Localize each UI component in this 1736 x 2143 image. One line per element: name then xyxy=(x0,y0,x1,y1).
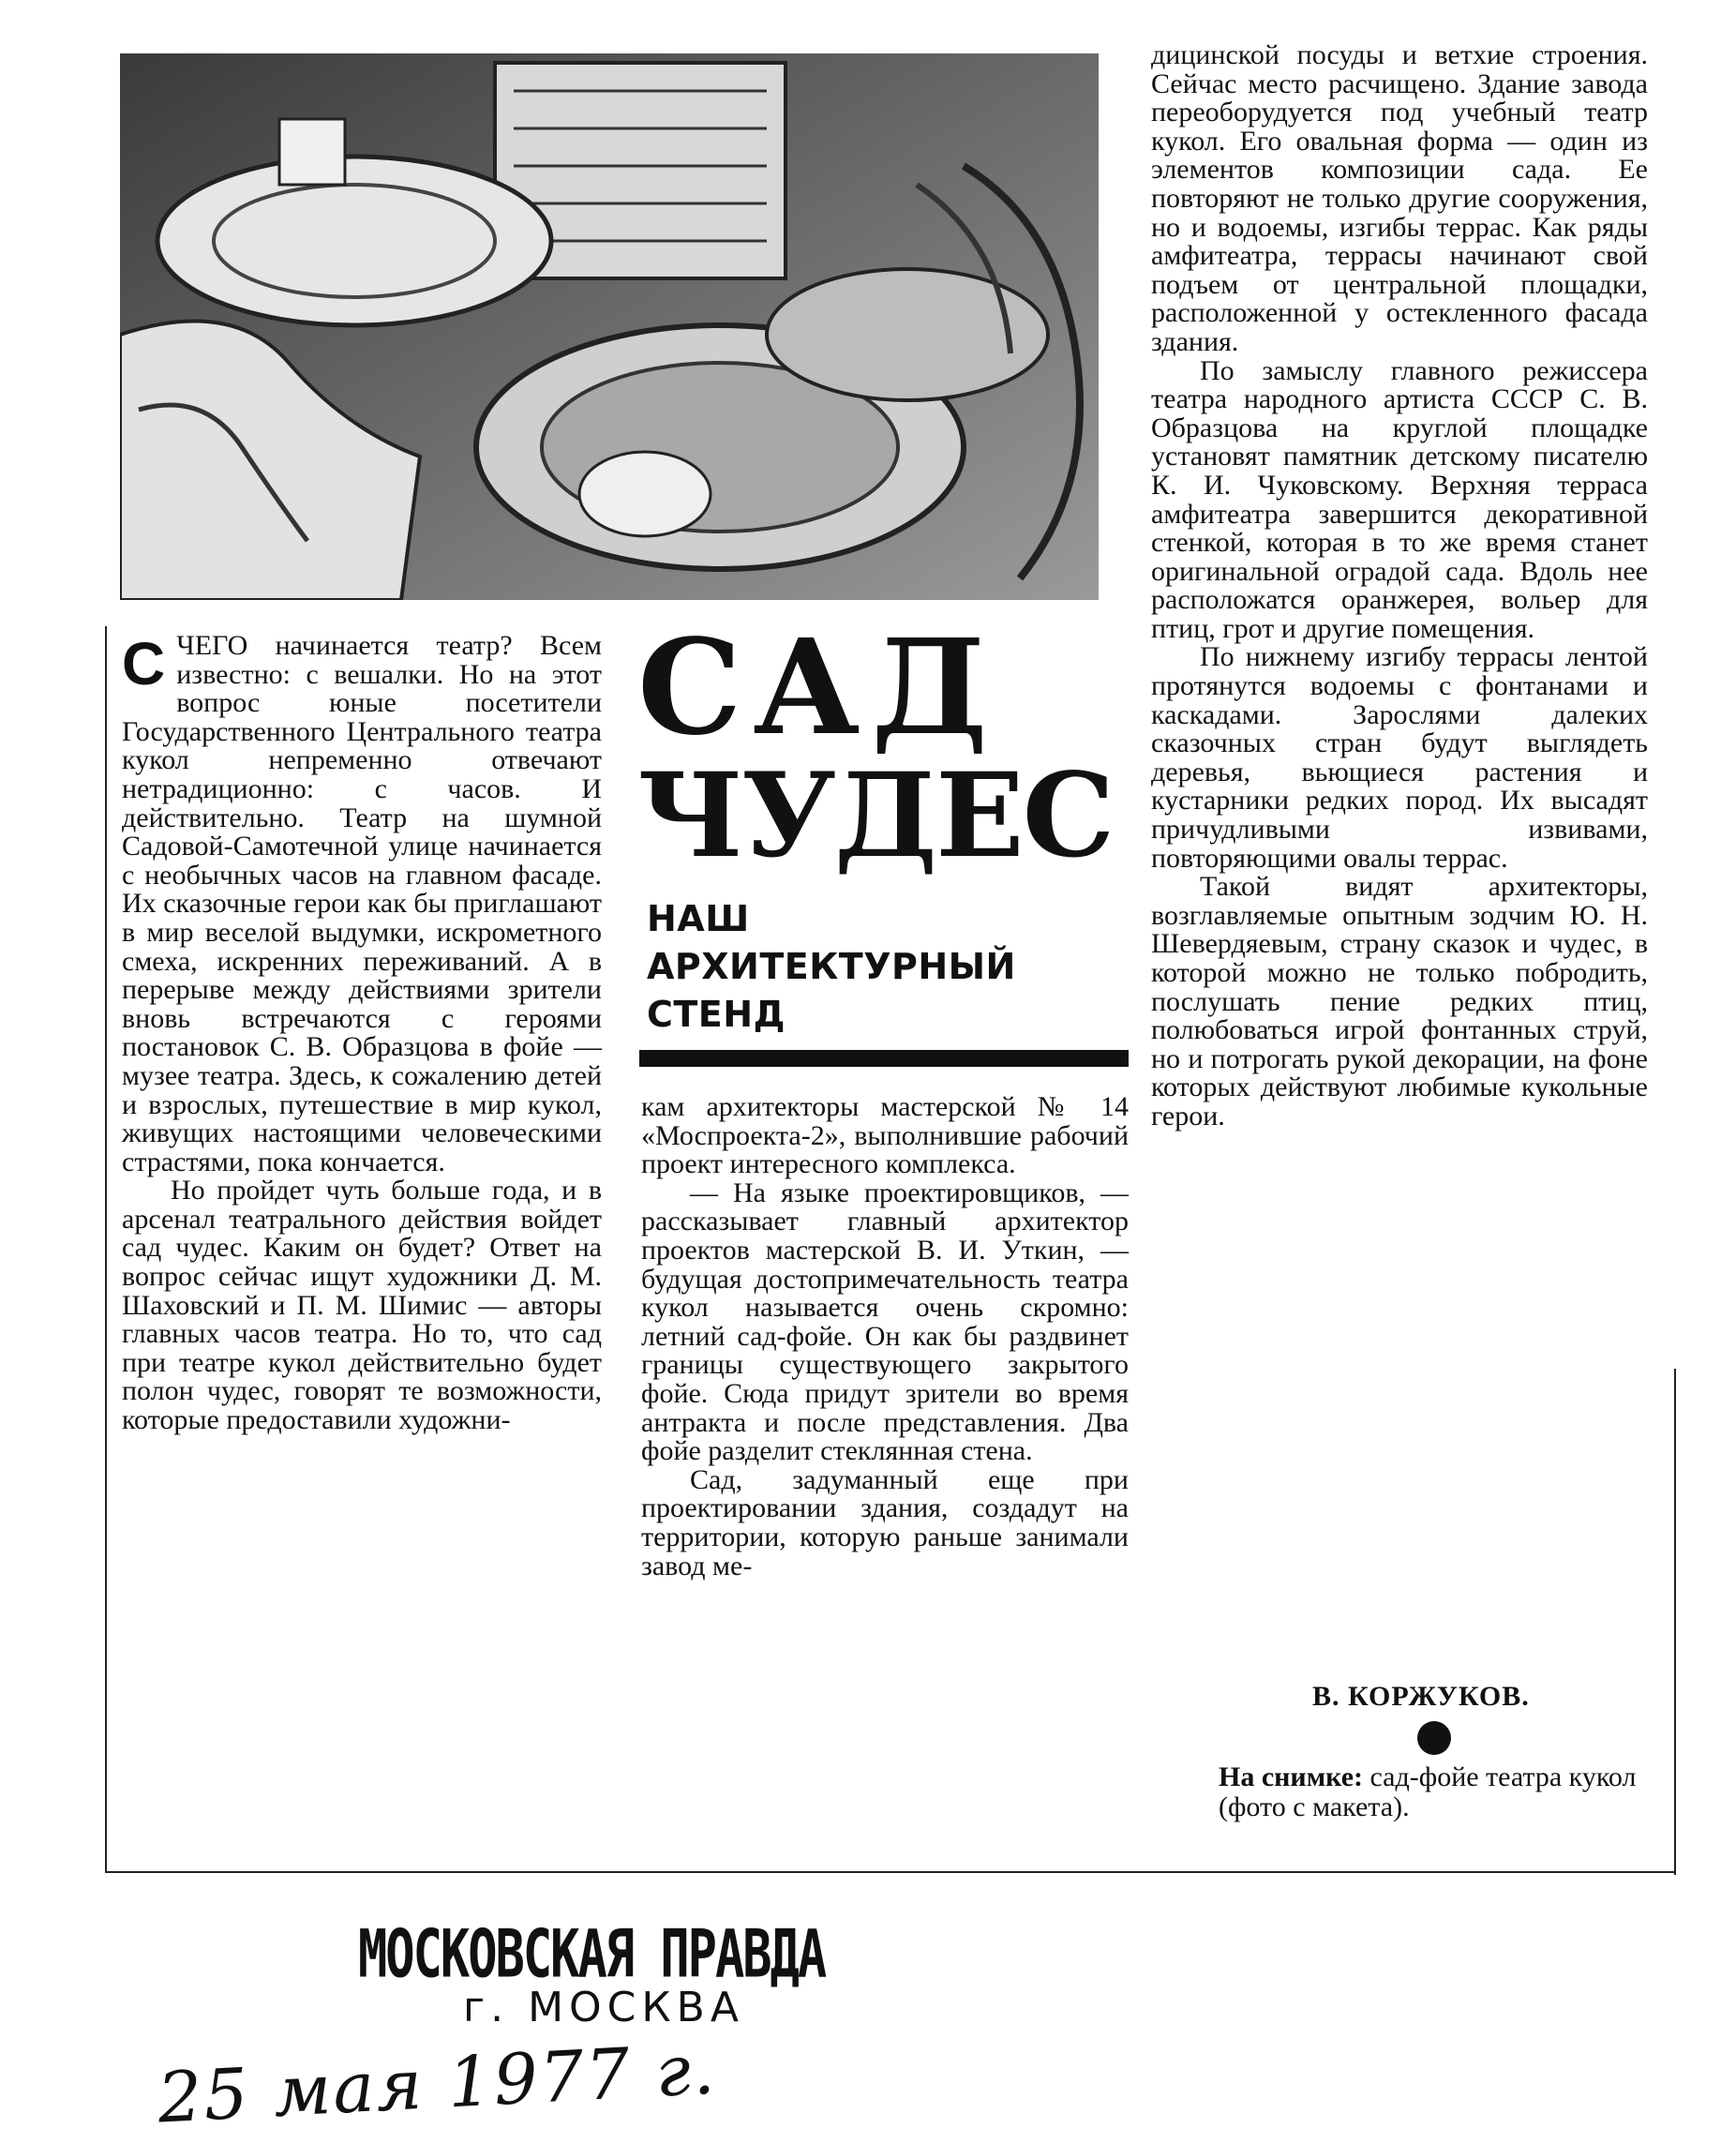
city-stamp: г. МОСКВА xyxy=(463,1984,744,2031)
article-column-2 xyxy=(641,1093,1129,1581)
article-paragraph: По нижнему изгибу террасы лентой протянутся водоемы с фонтанами и каскадами. Зарослями далеких сказочных стран будут выглядеть деревья, вьющиеся растения и кустарники редких пород. Их высадят причудливыми извивами, повторяющими овалы террас. xyxy=(1151,641,1648,874)
rubric-line: АРХИТЕКТУРНЫЙ xyxy=(647,946,1016,987)
model-photo-illustration xyxy=(120,53,1099,600)
article-paragraph: По замыслу главного режиссера театра народного артиста СССР С. В. Образцова на круглой площадке установят памятник детскому писателю К. И. Чуковскому. Верхняя терраса амфитеатра завершится декоративной стенкой, которая в то же время станет оригинальной оградой сада. Вдоль нее расположатся оранжерея, вольер для птиц, грот и другие помещения. xyxy=(1151,354,1648,644)
article-paragraph: дицинской посуды и ветхие строения. Сейчас место расчищено. Здание завода переоборудуется под учебный театр кукол. Его овальная форма — один из элементов композиции сада. Ее повторяют не только другие сооружения, но и водоемы, изгибы террас. Как ряды амфитеатра, террасы начинают свой подъем от центральной площадки, расположенной у остекленного фасада здания. xyxy=(1151,39,1648,357)
article-paragraph: Сад, задуманный еще при проектировании здания, создадут на территории, которую раньше занимали завод ме- xyxy=(641,1463,1129,1581)
rubric-line: СТЕНД xyxy=(647,994,786,1035)
column-border-bottom xyxy=(105,1871,1676,1873)
article-photo xyxy=(120,53,1099,600)
rubric-divider xyxy=(639,1050,1129,1067)
drop-cap: С xyxy=(122,630,166,697)
handwritten-date: 25 мая 1977 г. xyxy=(156,2029,719,2139)
rubric-line: НАШ xyxy=(647,898,750,939)
article-paragraph: Но пройдет чуть больше года, и в арсенал театрального действия войдет сад чудес. Каким он будет? Ответ на вопрос сейчас ищут художники Д. М. Шаховский и П. М. Шимис — авторы главных часов театра. Но то, что сад при театре кукол действительно будет полон чудес, говорят те возможности, которые предоставили художни- xyxy=(122,1175,602,1436)
article-paragraph: — На языке проектировщиков, — рассказывает главный архитектор проектов мастерской В. И. Уткин, — будущая достопримечательность театра кукол называется очень скромно: летний сад-фойе. Он как бы раздвинет границы существующего закрытого фойе. Сюда придут зрители во время антракта и после представления. Два фойе разделит стеклянная стена. xyxy=(641,1176,1129,1467)
article-column-3 xyxy=(1151,41,1648,1131)
caption-label: На снимке: xyxy=(1219,1761,1363,1792)
article-paragraph: кам архитекторы мастерской № 14 «Моспроекта-2», выполнившие рабочий проект интересного комплекса. xyxy=(641,1091,1129,1180)
headline-line-2: ЧУДЕС xyxy=(637,748,1114,884)
author-signature: В. КОРЖУКОВ. xyxy=(1312,1681,1530,1712)
headline-line-1: САД xyxy=(637,611,999,765)
column-border-left xyxy=(105,626,107,1873)
article-column-1 xyxy=(122,632,602,1435)
article-paragraph: СЧЕГО начинается театр? Всем известно: с вешалки. Но на этот вопрос юные посетители Государственного Центрального театра кукол непременно отвечают нетрадиционно: с часов. И действительно. Театр на шумной Садовой-Самотечной улице начинается с необычных часов на главном фасаде. Их сказочные герои как бы приглашают в мир веселой выдумки, искрометного смеха, искренних переживаний. А в перерыве между действиями зрители вновь встречаются с героями постановок С. В. Образцова в фойе — музее театра. Здесь, к сожалению детей и взрослых, путешествие в мир кукол, живущих настоящими человеческими страстями, пока кончается. xyxy=(122,630,602,1177)
caption-text: сад-фойе театра кукол (фото с макета). xyxy=(1219,1761,1637,1822)
rubric xyxy=(647,895,1022,1039)
separator-dot xyxy=(1417,1721,1451,1755)
article-paragraph: Такой видят архитекторы, возглавляемые опытным зодчим Ю. Н. Шевердяевым, страну сказок и чудес, в которой можно не только побродить, послушать пение редких птиц, полюбоваться игрой фонтанных струй, но и потрогать рукой декорации, на фоне которых действуют любимые кукольные герои. xyxy=(1151,871,1648,1131)
newspaper-stamp: МОСКОВСКАЯ ПРАВДА xyxy=(358,1917,826,1993)
photo-caption xyxy=(1219,1762,1678,1822)
